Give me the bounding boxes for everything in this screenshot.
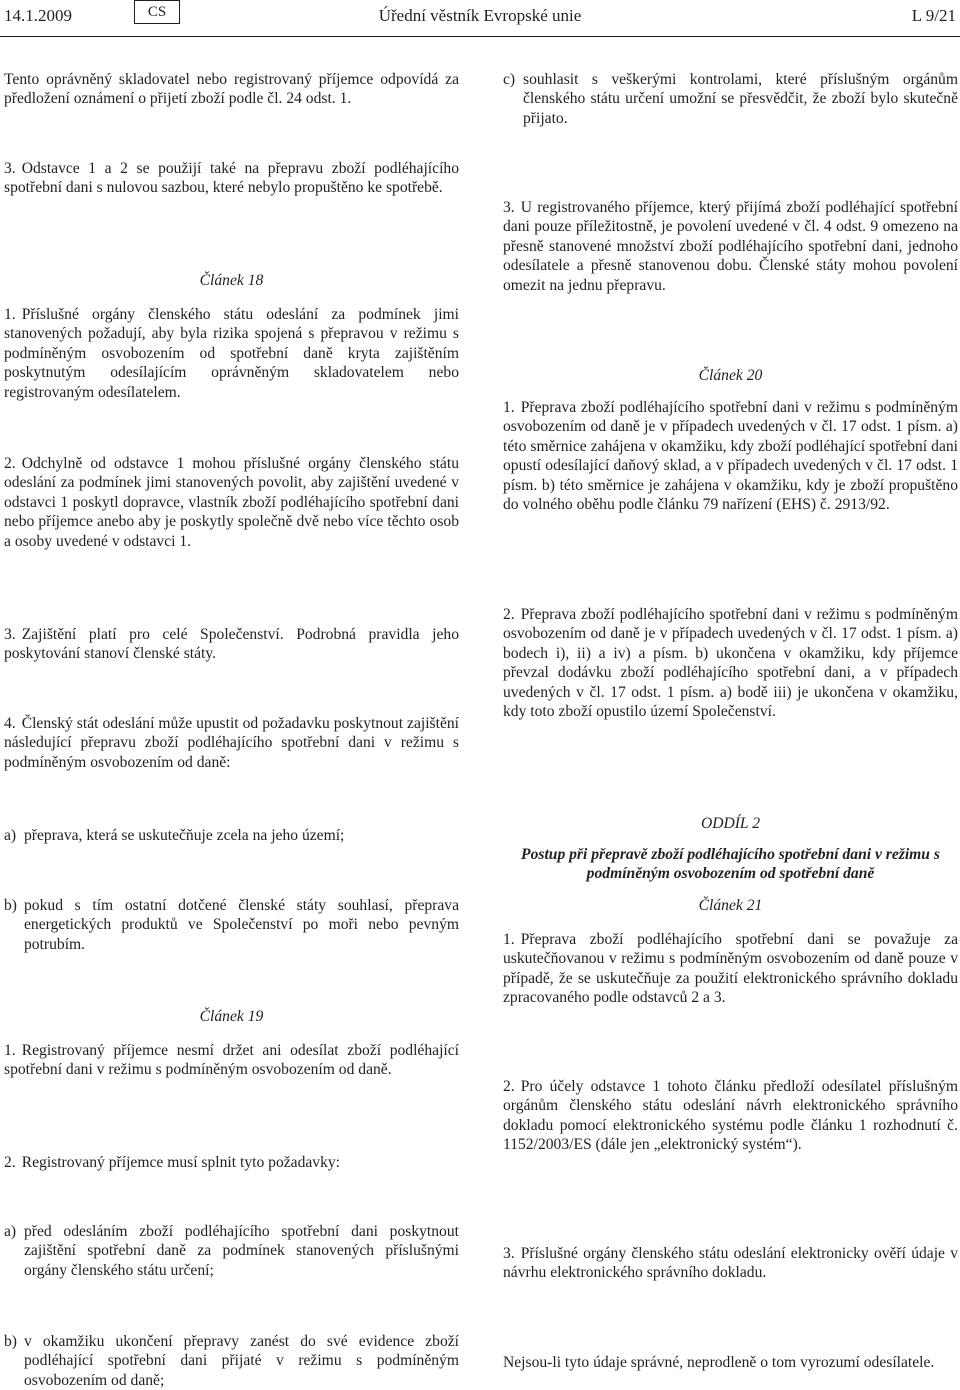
paragraph-text: Pro účely odstavce 1 tohoto článku předloží odesílatel příslušným orgánům členského státu odeslání návrh elektronického správního dokladu pomocí elektronického systému podle článku 1 rozhodnutí č. 1152/2003/ES (dále jen „elektronický systém“). (503, 1078, 958, 1154)
page-header (0, 0, 960, 40)
paragraph-text: U registrovaného příjemce, který přijímá zboží podléhající spotřební dani pouze příležitostně, je povolení uvedené v čl. 4 odst. 9 omezeno na přesně stanovené množství zboží podléhajícího spotřební dani, jednoho odesílatele a přesně stanovenou dobu. Členské státy mohou povolení omezit na jednu přepravu. (503, 199, 958, 294)
page-number: L 9/21 (911, 6, 956, 25)
journal-title: Úřední věstník Evropské unie (378, 6, 582, 25)
item-label: b) (4, 897, 17, 914)
article-19-heading: Článek 19 (199, 1008, 264, 1025)
article-18-paragraph-4 (4, 714, 459, 772)
item-text: pokud s tím ostatní dotčené členské státy souhlasí, přeprava energetických produktů ve Společenství po moři nebo pevným potrubím. (24, 897, 459, 953)
paragraph-number: 1. (4, 306, 16, 323)
paragraph-number: 1. (4, 1042, 16, 1059)
article-20-paragraph-2 (503, 605, 958, 721)
language-badge: CS (134, 0, 180, 24)
paragraph-text: Registrovaný příjemce nesmí držet ani odesílat zboží podléhající spotřební dani v režimu s podmíněným osvobozením od daně. (4, 1042, 459, 1079)
item-label: c) (503, 71, 516, 88)
paragraph-number: 1. (503, 931, 515, 948)
paragraph-text: Zajištění platí pro celé Společenství. Podrobná pravidla jeho poskytování stanoví členské státy. (4, 626, 459, 663)
paragraph-text: Příslušné orgány členského státu odeslání elektronicky ověří údaje v návrhu elektronického správního dokladu. (503, 1245, 958, 1282)
paragraph-number: 3. (503, 1245, 515, 1262)
header-divider (0, 36, 960, 37)
article-21-heading: Článek 21 (698, 897, 763, 914)
publication-date: 14.1.2009 (4, 6, 72, 25)
intro-paragraph: Tento oprávněný skladovatel nebo registrovaný příjemce odpovídá za předložení oznámení o přijetí zboží podle čl. 24 odst. 1. (4, 71, 459, 108)
paragraph-number: 3. (4, 626, 16, 643)
paragraph-number: 2. (4, 1154, 16, 1171)
article-21-paragraph-1 (503, 930, 958, 1008)
paragraph-text: Členský stát odeslání může upustit od požadavku poskytnout zajištění následující přepravu zboží podléhajícího spotřební dani v režimu s podmíněným osvobozením od daně: (4, 715, 459, 771)
article-18-item-b (4, 896, 459, 954)
item-text: souhlasit s veškerými kontrolami, které příslušným orgánům členského státu určení umožní se přesvědčit, že zboží bylo skutečně přijato. (523, 71, 958, 127)
paragraph-text: Přeprava zboží podléhajícího spotřební dani v režimu s podmíněným osvobozením od daně je v případech uvedených v čl. 17 odst. 1 písm. a) bodech i), ii) a iv) a písm. b) ukončena v okamžiku, kdy příjemce převzal dodávku zboží podléhajícího spotřební dani, a v případech uvedených v čl. 17 odst. 1 písm. a) bodě iii) je ukončena v okamžiku, kdy toto zboží opustilo území Společenství. (503, 606, 958, 721)
article-21-paragraph-3 (503, 1244, 958, 1283)
article-19-paragraph-3 (503, 198, 958, 295)
section-label: ODDÍL 2 (700, 815, 761, 832)
article-18-paragraph-1 (4, 305, 459, 402)
paragraph-number: 2. (503, 606, 515, 623)
paragraph-text: Příslušné orgány členského státu odeslání za podmínek jimi stanovených požadují, aby byla rizika spojená s přepravou v režimu s podmíněným osvobozením od spotřební daně kryta zajištěním poskytnutým odesílajícím oprávněným skladovatelem nebo registrovaným odesílatelem. (4, 306, 459, 401)
article-18-item-a (4, 826, 459, 845)
paragraph-number: 3. (4, 160, 16, 177)
paragraph-text: Přeprava zboží podléhajícího spotřební dani v režimu s podmíněným osvobozením od daně je v případech uvedených v čl. 17 odst. 1 písm. a) této směrnice zahájena v okamžiku, kdy zboží podléhající spotřební dani opustí odesílající daňový sklad, a v případech uvedených v čl. 17 odst. 1 písm. b) této směrnice je zahájena v okamžiku, kdy je zboží propuštěno do volného oběhu podle článku 79 nařízení (EHS) č. 2913/92. (503, 399, 958, 514)
article-19-item-a (4, 1222, 459, 1280)
paragraph-number: 2. (503, 1078, 515, 1095)
article-18-paragraph-3 (4, 625, 459, 664)
item-text: před odesláním zboží podléhajícího spotřební dani poskytnout zajištění spotřební daně za podmínek stanovených příslušnými orgány členského státu určení; (24, 1223, 459, 1279)
item-label: b) (4, 1333, 17, 1350)
article-21-closing-sentence: Nejsou-li tyto údaje správné, neprodleně o tom vyrozumí odesílatele. (503, 1354, 935, 1371)
paragraph-number: 2. (4, 455, 16, 472)
paragraph-text: Odstavce 1 a 2 se použijí také na přepravu zboží podléhajícího spotřební dani s nulovou sazbou, které nebylo propuštěno ke spotřebě. (4, 160, 459, 197)
article-18-paragraph-2 (4, 454, 459, 551)
paragraph-text: Přeprava zboží podléhajícího spotřební dani se považuje za uskutečňovanou v režimu s podmíněným osvobozením od daně pouze v případě, že se uskutečňuje za použití elektronického správního dokladu zpracovaného podle odstavců 2 a 3. (503, 931, 958, 1007)
article-19-item-b (4, 1332, 459, 1390)
article-20-paragraph-1 (503, 398, 958, 514)
item-label: a) (4, 1223, 17, 1240)
item-text: v okamžiku ukončení přepravy zanést do své evidence zboží podléhající spotřební dani přijaté v režimu s podmíněným osvobozením od daně; (24, 1333, 459, 1389)
paragraph-number: 1. (503, 399, 515, 416)
paragraph-number: 3. (503, 199, 515, 216)
item-label: a) (4, 827, 17, 844)
article-21-paragraph-2 (503, 1077, 958, 1155)
paragraph-text: Odchylně od odstavce 1 mohou příslušné orgány členského státu odeslání za podmínek jimi stanovených povolit, aby zajištění uvedené v odstavci 1 poskytl dopravce, vlastník zboží podléhajícího spotřební dani nebo příjemce anebo aby je poskytly společně dvě nebo více těchto osob a osoby uvedené v odstavci 1. (4, 455, 459, 550)
section-title: Postup při přepravě zboží podléhajícího spotřební dani v režimu s podmíněným osvobozením od spotřební daně (521, 846, 940, 883)
article-19-item-c (503, 70, 958, 128)
paragraph-3 (4, 159, 459, 198)
article-20-heading: Článek 20 (698, 367, 763, 384)
item-text: přeprava, která se uskutečňuje zcela na jeho území; (24, 827, 345, 844)
article-19-paragraph-1 (4, 1041, 459, 1080)
paragraph-text: Registrovaný příjemce musí splnit tyto požadavky: (21, 1154, 341, 1171)
article-19-paragraph-2 (4, 1153, 459, 1172)
paragraph-number: 4. (4, 715, 16, 732)
article-18-heading: Článek 18 (199, 272, 264, 289)
